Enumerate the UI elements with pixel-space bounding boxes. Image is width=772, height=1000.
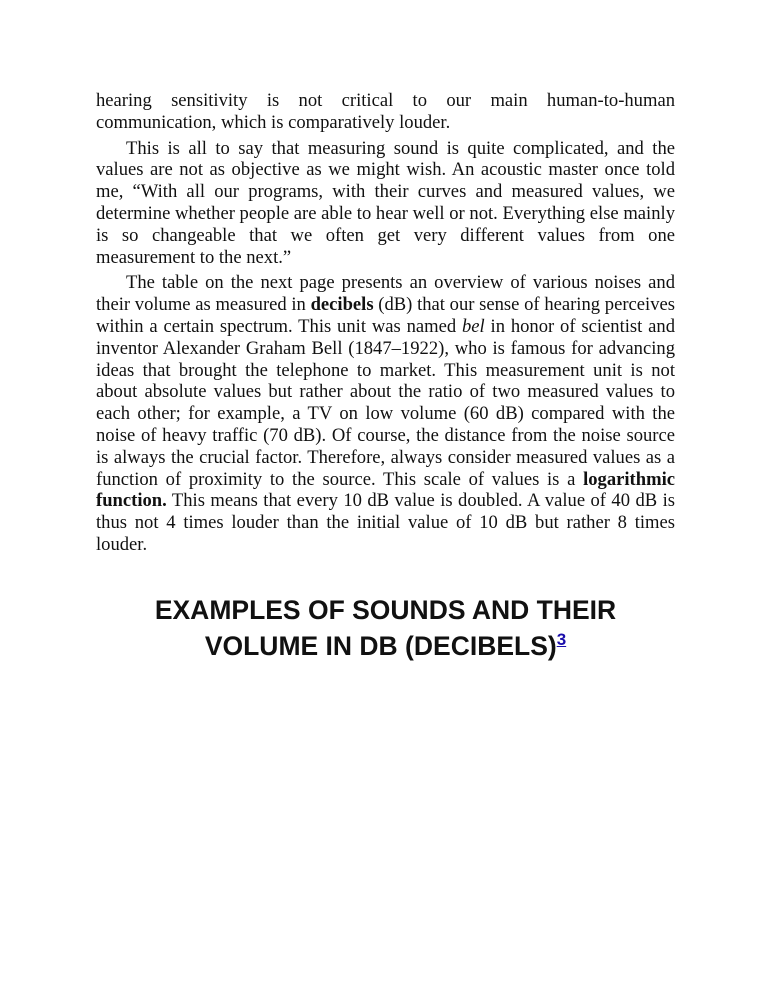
page-body xyxy=(96,90,675,556)
heading-line-2: VOLUME IN DB (DECIBELS) xyxy=(204,631,557,661)
paragraph-text: in honor of scientist and inventor Alexander Graham Bell (1847–1922), who is famous for advancing ideas that brought the telephone to market. This measurement unit is not about absolute values but rather about the ratio of two measured values to each other; for example, a TV on low volume (60 dB) compared with the noise of heavy traffic (70 dB). Of course, the distance from the noise source is always the crucial factor. Therefore, always consider measured values as a function of proximity to the source. This scale of values is a xyxy=(96,315,676,490)
paragraph-text: hearing sensitivity is not critical to our main human-to-human communication, which is comparatively louder. xyxy=(96,90,675,133)
section-heading xyxy=(96,592,675,664)
paragraph-text: The table on the next page presents an overview of various noises and their volume as measured in xyxy=(96,272,675,316)
heading-line-1: EXAMPLES OF SOUNDS AND THEIR xyxy=(154,595,617,625)
term-decibels: decibels xyxy=(310,294,374,316)
footnote-link[interactable]: 3 xyxy=(556,630,567,649)
paragraph-text: (dB) that our sense of hearing perceives within a certain spectrum. This unit was named xyxy=(96,294,675,337)
term-logarithmic-function: logarithmic function. xyxy=(96,468,675,512)
paragraph-3 xyxy=(96,272,675,555)
term-bel: bel xyxy=(461,315,485,337)
paragraph-2 xyxy=(96,138,675,269)
paragraph-text: This is all to say that measuring sound is quite complicated, and the values are not as objective as we might wish. An acoustic master once told me, “With all our programs, with their curves and measured values, we determine whether people are able to hear well or not. Everything else mainly is so changeable that we often get very different values from one measurement to the next.” xyxy=(96,137,675,268)
paragraph-1 xyxy=(96,90,675,134)
paragraph-text: This means that every 10 dB value is doubled. A value of 40 dB is thus not 4 times louder than the initial value of 10 dB but rather 8 times louder. xyxy=(96,490,675,555)
